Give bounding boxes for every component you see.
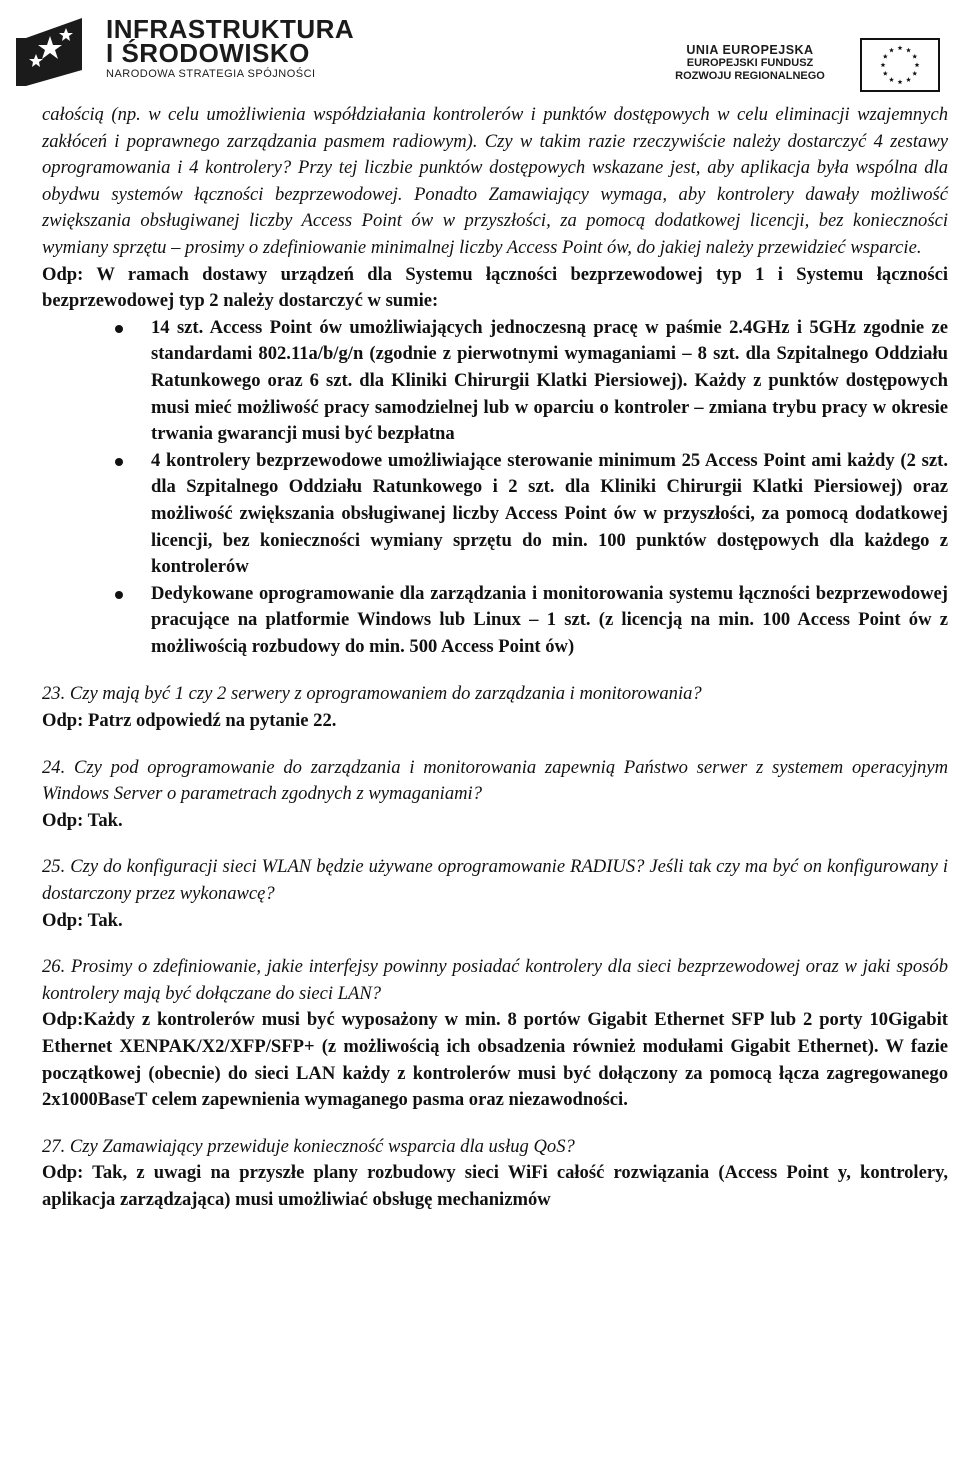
eu-logo-text (660, 44, 840, 83)
list-item: 14 szt. Access Point ów umożliwiających jednoczesną pracę w paśmie 2.4GHz i 5GHz zgodnie ze standardami 802.11a/b/g/n (zgodnie z pierwotnymi wymaganiami – 8 szt. dla Szpitalnego Oddziału Ratunkowego oraz 6 szt. dla Kliniki Chirurgii Klatki Piersiowej). Każdy z punktów dostępowych musi mieć możliwość pracy samodzielnej lub w oparciu o kontroler – zmiana trybu pracy w okresie trwania gwarancji musi być bezpłatna (151, 315, 948, 448)
logo-line1: INFRASTRUKTURA (106, 14, 355, 44)
eu-star-icon (889, 48, 894, 53)
eu-line1: UNIA EUROPEJSKA (686, 43, 814, 57)
question-23: 23. Czy mają być 1 czy 2 serwery z oprogramowaniem do zarządzania i monitorowania? (42, 683, 702, 705)
answer-22-list (42, 315, 948, 661)
eu-star-icon (912, 71, 917, 76)
answer-23: Odp: Patrz odpowiedź na pytanie 22. (42, 710, 337, 732)
answer-27: Odp: Tak, z uwagi na przyszłe plany rozbudowy sieci WiFi całość rozwiązania (Access Point y, kontrolery, aplikacja zarządzająca) musi umożliwiać obsługę mechanizmów (42, 1162, 948, 1210)
question-25: 25. Czy do konfiguracji sieci WLAN będzie używane oprogramowanie RADIUS? Jeśli tak czy ma być on konfigurowany i dostarczony przez wykonawcę? (42, 856, 948, 905)
list-item: Dedykowane oprogramowanie dla zarządzania i monitorowania systemu łączności bezprzewodowej pracujące na platformie Windows lub Linux – 1 szt. (z licencją na min. 100 Access Point ów z możliwością rozbudowy do min. 500 Access Point ów) (151, 581, 948, 661)
eu-star-icon (906, 77, 911, 82)
eu-star-icon (889, 77, 894, 82)
answer-24: Odp: Tak. (42, 809, 123, 831)
eu-star-icon (883, 71, 888, 76)
logo-line2: I ŚRODOWISKO (106, 38, 310, 68)
page-header (0, 0, 960, 95)
eu-star-icon (915, 62, 920, 67)
star-flag-icon (10, 14, 82, 86)
infrastruktura-logo (10, 8, 355, 88)
question-24: 24. Czy pod oprogramowanie do zarządzania i monitorowania zapewnią Państwo serwer z systemem operacyjnym Windows Server o parametrach zgodnych z wymaganiami? (42, 756, 948, 805)
eu-star-icon (881, 62, 886, 67)
list-item: 4 kontrolery bezprzewodowe umożliwiające sterowanie minimum 25 Access Point ami każdy (2 szt. dla Szpitalnego Oddziału Ratunkowego i 2 szt. dla Kliniki Chirurgii Klatki Piersiowej) oraz możliwość zwiększania obsługiwanej liczby Access Point ów w przyszłości, za pomocą dodatkowej licencji, bez konieczności wymiany sprzętu do min. 100 punktów dostępowych dla każdego z kontrolerów (151, 448, 948, 581)
eu-star-icon (912, 54, 917, 59)
question-22-continuation: całością (np. w celu umożliwienia współdziałania kontrolerów i punktów dostępowych w celu eliminacji wzajemnych zakłóceń i poprawnego zarządzania pasmem radiowym). Czy w takim razie rzeczywiście należy dostarczyć 4 zestawy oprogramowania i 4 kontrolery? Przy tej liczbie punktów dostępowych wskazane jest, aby aplikacja była wspólna dla obydwu systemów łączności bezprzewodowej. Ponadto Zamawiający wymaga, aby kontrolery dawały możliwość zwiększania obsługiwanej liczby Access Point ów w przyszłości, za pomocą dodatkowej licencji, bez konieczności wymiany sprzętu – prosimy o zdefiniowanie minimalnej liczby Access Point ów, do jakiej należy przewidzieć wsparcie. (42, 104, 948, 258)
eu-star-icon (898, 79, 903, 84)
eu-flag-icon (860, 38, 940, 92)
question-27: 27. Czy Zamawiający przewiduje konieczność wsparcia dla usług QoS? (42, 1135, 575, 1157)
logo-subtitle: NARODOWA STRATEGIA SPÓJNOŚCI (106, 68, 316, 80)
eu-logo (660, 38, 952, 92)
answer-22-intro: Odp: W ramach dostawy urządzeń dla Systemu łączności bezprzewodowej typ 1 i Systemu łączności bezprzewodowej typ 2 należy dostarczyć w sumie: (42, 263, 948, 312)
question-26: 26. Prosimy o zdefiniowanie, jakie interfejsy powinny posiadać kontrolery dla sieci bezprzewodowej oraz w jaki sposób kontrolery mają być dołączane do sieci LAN? (42, 956, 948, 1004)
eu-star-icon (883, 54, 888, 59)
eu-star-icon (898, 45, 903, 50)
answer-26: Odp:Każdy z kontrolerów musi być wyposażony w min. 8 portów Gigabit Ethernet SFP lub 2 porty 10Gigabit Ethernet XENPAK/X2/XFP/SFP+ (z możliwością ich obsadzenia również modułami Gigabit Ethernet). W fazie początkowej (obecnie) do sieci LAN każdy z kontrolerów musi być dołączony za pomocą łącza zagregowanego 2x1000BaseT celem zapewnienia wymaganego pasma oraz niezawodności. (42, 1009, 948, 1111)
document-body (42, 102, 948, 1214)
answer-25: Odp: Tak. (42, 909, 123, 931)
eu-line2: EUROPEJSKI FUNDUSZ (686, 57, 814, 69)
eu-line3: ROZWOJU REGIONALNEGO (675, 70, 825, 82)
eu-star-icon (906, 48, 911, 53)
